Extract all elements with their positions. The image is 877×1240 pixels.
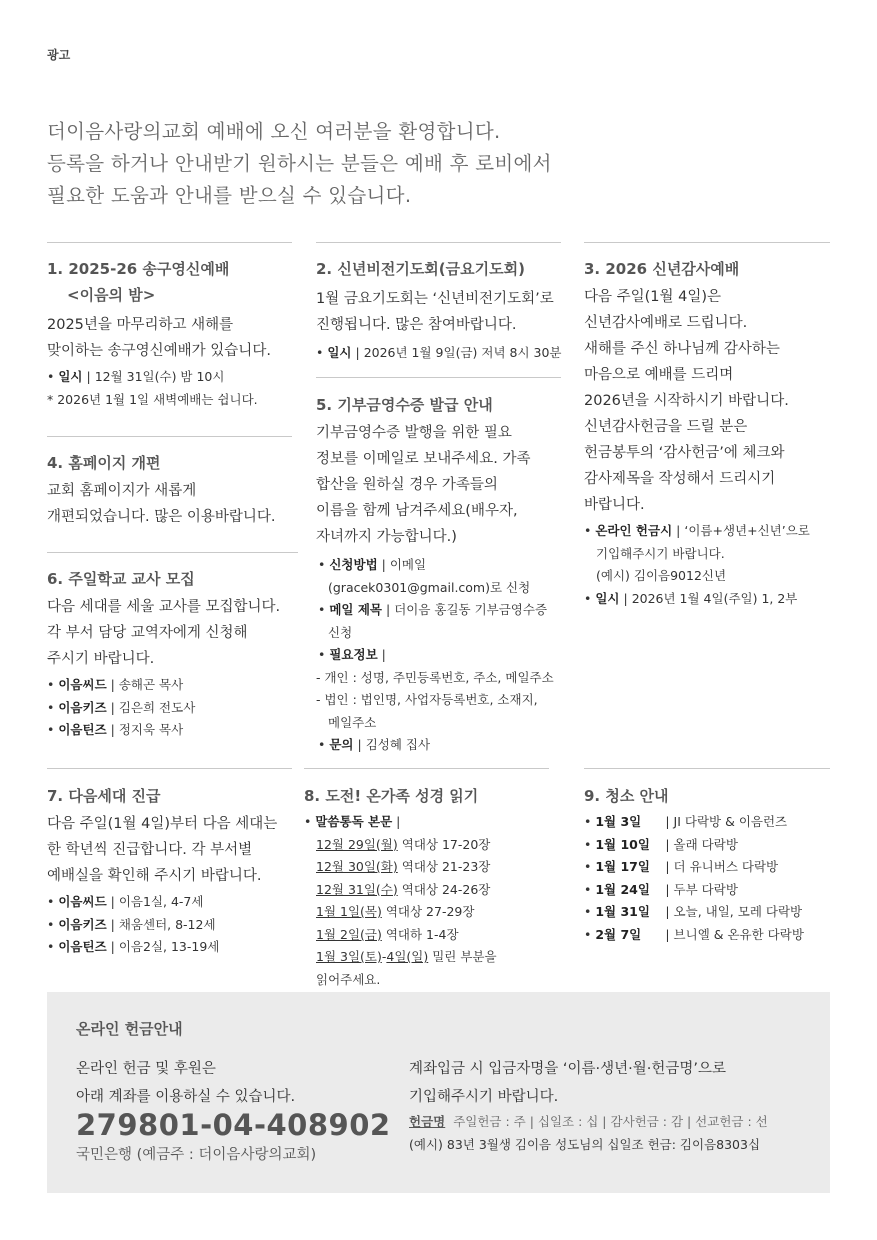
reading-text: 밀린 부분을 [432,949,497,964]
item-label: 이음틴즈 [58,722,107,737]
body-line: 교회 홈페이지가 새롭게 [47,483,197,499]
cleaning-date: 1월 10일 [595,836,650,852]
item-value: 김은희 전도사 [118,699,196,715]
code-values: 주일헌금 : 주 | 십일조 : 십 | 감사헌금 : 감 | 선교헌금 : 선 [453,1114,768,1129]
reading-text: 역대상 21-23장 [401,859,491,874]
body-line: 한 학년씩 진급합니다. 각 부서별 [47,842,253,858]
cleaning-list [584,811,844,946]
cleaning-date: 1월 31일 [595,904,650,919]
reading-row [304,901,564,924]
body-line: 진행됩니다. 많은 참여바랍니다. [316,317,517,333]
item-value: 더이음 홍길동 기부금영수증 [394,602,548,617]
cleaning-date: 2월 7일 [595,926,642,942]
divider [584,768,830,769]
body-line: 주시기 바랍니다. [47,651,155,667]
item-value: 채움센터, 8-12세 [118,916,216,932]
section-title: 6. 주일학교 교사 모집 [47,570,195,588]
reading-date: 12월 30일(화) [316,859,398,874]
cleaning-date: 1월 24일 [595,881,650,897]
account-number: 279801-04-408902 [76,1108,391,1142]
section-teacher-recruit [47,566,307,742]
body-line: 합산을 원하실 경우 가족들의 [316,477,498,493]
cleaning-group: 브니엘 & 온유한 다락방 [673,926,804,942]
section-body [584,284,844,518]
info-line: - 개인 : 성명, 주민등록번호, 주소, 메일주소 [316,669,554,685]
reading-row: 1월 3일(토)-4일(일) 밀린 부분을 [316,949,497,964]
body-line: 예배실을 확인해 주시기 바랍니다. [47,868,262,884]
body-line: 신년감사헌금을 드릴 분은 [584,419,748,435]
item-label: 일시 [595,590,620,606]
item-value: 2026년 1월 9일(금) 저녁 8시 30분 [363,345,562,360]
cleaning-group: 오늘, 내일, 모레 다락방 [673,904,803,919]
reading-date: 4일(일) [386,949,429,964]
body-line: 맞이하는 송구영신예배가 있습니다. [47,343,271,359]
time-item: • 일시 | 2026년 1월 4일(주일) 1, 2부 [584,590,798,606]
divider [316,242,561,243]
cleaning-group: 두부 다락방 [673,881,738,897]
body-line: 기부금영수증 발행을 위한 필요 [316,425,512,441]
section-next-gen-promotion [47,783,307,959]
section-title: 7. 다음세대 진급 [47,787,161,805]
cleaning-row: • 2월 7일 | 브니엘 & 온유한 다락방 [584,924,844,947]
item-value: ‘이름+생년+신년’으로 [684,523,810,538]
body-line: 2026년을 시작하시기 바랍니다. [584,393,789,409]
list-item: • 이음키즈 | 채움센터, 8-12세 [47,916,216,932]
divider [47,552,298,553]
item-label: 온라인 헌금시 [595,523,673,538]
item-value: 2026년 1월 4일(주일) 1, 2부 [631,590,798,606]
section-body [47,312,307,364]
list-item: • 이음틴즈 | 정지욱 목사 [47,722,184,737]
item-label: 일시 [58,369,83,384]
instruction-line: 계좌입금 시 입금자명을 ‘이름·생년·월·헌금명’으로 [409,1061,727,1077]
divider [47,768,292,769]
item-value-cont: 기입해주시기 바랍니다. [596,545,725,561]
code-label: 헌금명 [409,1114,446,1129]
item-label: 이음씨드 [58,677,107,692]
offering-code-row [409,1110,768,1133]
list-item: • 신청방법 | 이메일 [318,557,427,572]
divider [304,768,549,769]
body-line: 바랍니다. [584,497,645,513]
email-address: (gracek0301@gmail.com)로 신청 [328,579,531,595]
reading-date: 12월 31일(수) [316,881,398,897]
body-line: 다음 주일(1월 4일)은 [584,289,722,305]
list-item: • 이음틴즈 | 이음2실, 13-19세 [47,939,220,954]
divider [316,377,561,378]
item-value: 이음1실, 4-7세 [118,894,204,909]
bank-info: 국민은행 (예금주 : 더이음사랑의교회) [76,1147,317,1163]
list-item: • 말씀통독 본문 | [304,814,401,829]
list-item: • 문의 | 김성혜 집사 [318,737,431,752]
body-line: 2025년을 마무리하고 새해를 [47,317,234,333]
item-value: 이음2실, 13-19세 [118,939,220,954]
item-label: 이음씨드 [58,894,107,909]
section-body [47,811,307,889]
section-body [47,478,307,530]
reading-row [304,924,564,947]
reading-text: 역대상 27-29장 [385,904,475,919]
body-line: 각 부서 담당 교역자에게 신청해 [47,625,248,641]
item-value-cont: 신청 [328,624,353,640]
welcome-line: 등록을 하거나 안내받기 원하시는 분들은 예배 후 로비에서 [47,152,552,175]
info-line: 메일주소 [328,714,377,730]
divider [47,242,292,243]
info-line: - 법인 : 법인명, 사업자등록번호, 소재지, [316,692,538,707]
item-label: 필요정보 [329,647,378,662]
reading-row [304,856,564,879]
item-label: 신청방법 [329,557,378,572]
list-item: • 온라인 헌금시 | ‘이름+생년+신년’으로 [584,523,810,538]
section-title: 1. 2025-26 송구영신예배 [47,260,230,278]
section-vision-prayer [316,256,576,365]
reading-row [304,834,564,857]
section-new-year-thanksgiving [584,256,844,610]
cleaning-row: • 1월 10일 | 올래 다락방 [584,834,844,857]
offering-line: 온라인 헌금 및 후원은 [76,1061,216,1077]
time-item: • 일시 | 12월 31일(수) 밤 10시 [47,369,225,384]
divider [47,436,292,437]
reading-date: 1월 3일(토) [316,949,382,964]
body-line: 정보를 이메일로 보내주세요. 가족 [316,451,531,467]
reading-text: 역대상 24-26장 [401,881,491,897]
cleaning-row: • 1월 24일 | 두부 다락방 [584,879,844,902]
cleaning-date: 1월 3일 [595,814,642,829]
list-item: • 이음씨드 | 이음1실, 4-7세 [47,894,204,909]
section-cleaning-schedule [584,783,844,946]
body-line: 다음 주일(1월 4일)부터 다음 세대는 [47,816,278,832]
time-item: • 일시 | 2026년 1월 9일(금) 저녁 8시 30분 [316,345,562,360]
offering-instructions [409,1055,726,1111]
section-family-bible-reading [304,783,564,991]
reading-text: 읽어주세요. [316,971,381,987]
cleaning-group: 더 유니버스 다락방 [673,859,779,874]
item-label: 이음틴즈 [58,939,107,954]
body-line: 감사제목을 작성해서 드리시기 [584,471,776,487]
cleaning-group: JI 다락방 & 이음런즈 [673,814,788,829]
body-line: 다음 세대를 세울 교사를 모집합니다. [47,599,281,615]
cleaning-row: • 1월 3일 | JI 다락방 & 이음런즈 [584,811,844,834]
item-value: 이메일 [389,557,427,572]
offering-line: 아래 계좌를 이용하실 수 있습니다. [76,1089,296,1105]
welcome-line: 더이음사랑의교회 예배에 오신 여러분을 환영합니다. [47,120,501,143]
section-title: 5. 기부금영수증 발급 안내 [316,396,493,414]
body-line: 자녀까지 가능합니다.) [316,529,457,545]
cleaning-row: • 1월 17일 | 더 유니버스 다락방 [584,856,844,879]
example-line: (예시) 김이음9012신년 [596,568,727,583]
item-label: 말씀통독 본문 [315,814,393,829]
section-year-end-service [47,256,307,411]
divider [584,242,830,243]
cleaning-group: 올래 다락방 [673,836,738,852]
reading-text: 역대하 1-4장 [385,926,459,942]
reading-date: 12월 29일(월) [316,836,398,852]
offering-title: 온라인 헌금안내 [76,1020,183,1038]
cleaning-row: • 1월 31일 | 오늘, 내일, 모레 다락방 [584,901,844,924]
body-line: 신년감사예배로 드립니다. [584,315,748,331]
body-line: 헌금봉투의 ‘감사헌금’에 체크와 [584,445,785,461]
body-line: 개편되었습니다. 많은 이용바랍니다. [47,509,276,525]
cleaning-date: 1월 17일 [595,859,650,874]
list-item: • 메일 제목 | 더이음 홍길동 기부금영수증 [318,602,548,617]
body-line: 마음으로 예배를 드리며 [584,367,734,383]
welcome-message [47,116,827,212]
list-item: • 이음키즈 | 김은희 전도사 [47,699,196,715]
offering-intro [76,1055,295,1111]
section-title: 3. 2026 신년감사예배 [584,260,740,278]
section-body [47,594,307,672]
body-line: 이름을 함께 남겨주세요(배우자, [316,503,518,519]
note: * 2026년 1월 1일 새벽예배는 쉽니다. [47,391,258,407]
section-homepage [47,450,307,530]
section-body [316,420,576,550]
reading-text: 역대상 17-20장 [401,836,491,852]
reading-row [304,879,564,902]
reading-date: 1월 2일(금) [316,926,382,942]
offering-example: (예시) 83년 3월생 김이음 성도님의 십일조 헌금: 김이음8303십 [409,1137,761,1152]
item-value: 송해곤 목사 [118,677,184,692]
section-subtitle: <이음의 밤> [67,286,156,304]
section-body [316,286,576,338]
ad-tag: 광고 [47,48,71,62]
section-title: 8. 도전! 온가족 성경 읽기 [304,787,479,805]
item-label: 메일 제목 [329,602,383,617]
item-value: 12월 31일(수) 밤 10시 [94,369,225,384]
list-item: • 필요정보 | [318,647,386,662]
offering-codes [409,1110,768,1156]
item-label: 일시 [327,345,352,360]
body-line: 1월 금요기도회는 ‘신년비전기도회’로 [316,291,554,307]
item-value: 김성혜 집사 [365,737,431,752]
section-donation-receipt [316,392,576,757]
instruction-line: 기입해주시기 바랍니다. [409,1089,559,1105]
item-label: 문의 [329,737,354,752]
section-title: 4. 홈페이지 개편 [47,454,161,472]
welcome-line: 필요한 도움과 안내를 받으실 수 있습니다. [47,184,412,207]
item-label: 이음키즈 [58,916,107,932]
section-title: 9. 청소 안내 [584,787,669,805]
item-value: 정지욱 목사 [118,722,184,737]
reading-date: 1월 1일(목) [316,904,382,919]
item-label: 이음키즈 [58,699,107,715]
list-item: • 이음씨드 | 송해곤 목사 [47,677,184,692]
body-line: 새해를 주신 하나님께 감사하는 [584,341,780,357]
section-title: 2. 신년비전기도회(금요기도회) [316,260,525,278]
